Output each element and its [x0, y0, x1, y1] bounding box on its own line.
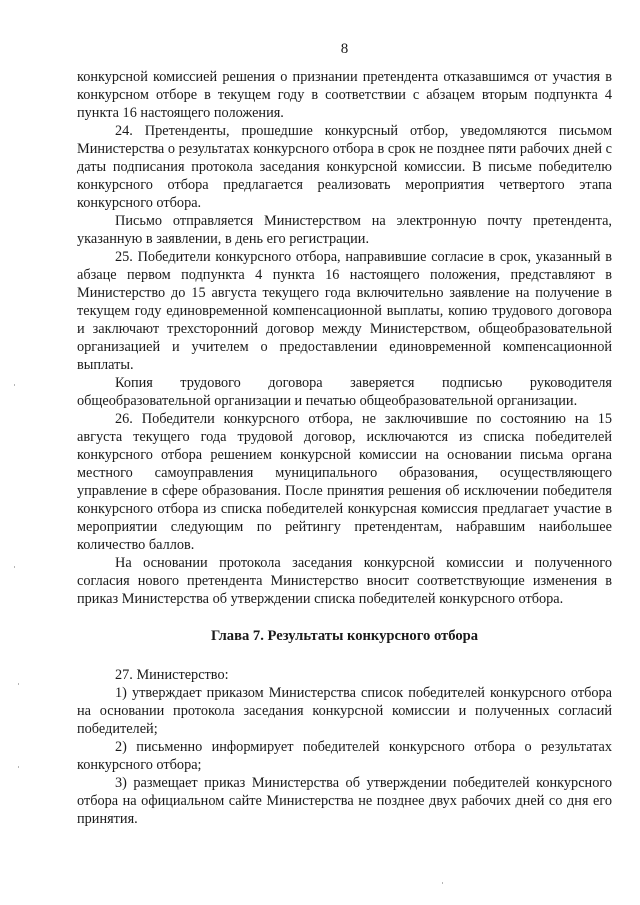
- paragraph-letter-email: Письмо отправляется Министерством на электронную почту претендента, указанную в заявлении, в день его регистрации.: [77, 213, 612, 247]
- list-item-1: 1) утверждает приказом Министерства список победителей конкурсного отбора на основании протокола заседания конкурсной комиссии и полученных согласий победителей;: [77, 685, 612, 737]
- paragraph-item-24: 24. Претенденты, прошедшие конкурсный отбор, уведомляются письмом Министерства о результатах конкурсного отбора в срок не позднее пяти рабочих дней с даты подписания протокола заседания конкурсной комиссии. В письме победителю конкурсного отбора предлагается реализовать мероприятия четвертого этапа конкурсного отбора.: [77, 123, 612, 211]
- paragraph-contract-copy: Копия трудового договора заверяется подписью руководителя общеобразовательной организации и печатью общеобразовательной организации.: [77, 375, 612, 409]
- paragraph-item-27: 27. Министерство:: [115, 667, 229, 683]
- scan-speck: [14, 566, 15, 568]
- scan-speck: [442, 882, 443, 884]
- paragraph-item-25: 25. Победители конкурсного отбора, направившие согласие в срок, указанный в абзаце первом подпункта 4 пункта 16 настоящего положения, представляют в Министерство до 15 августа текущего года включительно заявление на получение в текущем году единовременной компенсационной выплаты, копию трудового договора и заключают трехсторонний договор между Министерством, общеобразовательной организацией и учителем о предоставлении единовременной компенсационной выплаты.: [77, 249, 612, 373]
- paragraph-continuation: конкурсной комиссией решения о признании претендента отказавшимся от участия в конкурсном отборе в текущем году в соответствии с абзацем вторым подпункта 4 пункта 16 настоящего положения.: [77, 69, 612, 121]
- paragraph-item-26: 26. Победители конкурсного отбора, не заключившие по состоянию на 15 августа текущего года трудовой договор, исключаются из списка победителей конкурсного отбора решением конкурсной комиссии на основании письма органа местного самоуправления муниципального образования, осуществляющего управление в сфере образования. После принятия решения об исключении победителя конкурсного отбора из списка победителей конкурсная комиссия предлагает участие в мероприятии следующим по рейтингу претендентам, набравшим наибольшее количество баллов.: [77, 411, 612, 553]
- chapter-title: Глава 7. Результаты конкурсного отбора: [210, 628, 479, 644]
- paragraph-protocol-changes: На основании протокола заседания конкурсной комиссии и полученного согласия нового претендента Министерство вносит соответствующие изменения в приказ Министерства об утверждении списка победителей конкурсного отбора.: [77, 555, 612, 607]
- scan-speck: [18, 766, 19, 768]
- scan-speck: [18, 683, 19, 685]
- page-number: 8: [340, 41, 349, 57]
- document-page: [77, 40, 612, 828]
- list-item-2: 2) письменно информирует победителей конкурсного отбора о результатах конкурсного отбора;: [77, 739, 612, 773]
- list-item-3: 3) размещает приказ Министерства об утверждении победителей конкурсного отбора на официальном сайте Министерства не позднее двух рабочих дней со дня его принятия.: [77, 775, 612, 827]
- scan-speck: [14, 384, 15, 386]
